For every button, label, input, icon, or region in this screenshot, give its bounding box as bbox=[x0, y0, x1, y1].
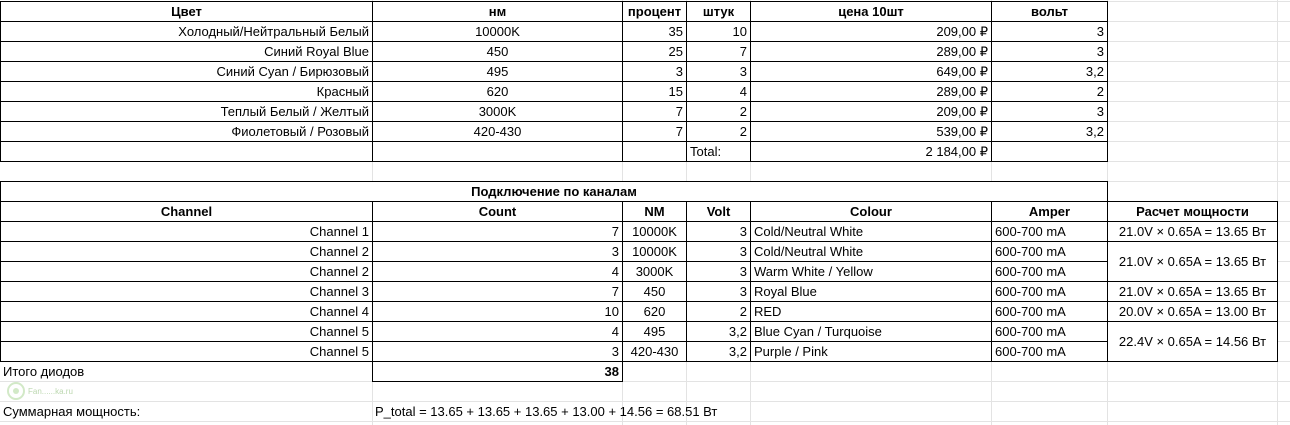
table2-colour-cell[interactable]: Blue Cyan / Turquoise bbox=[750, 321, 992, 342]
table2-colour-cell[interactable]: Cold/Neutral White bbox=[750, 221, 992, 242]
table1-total-value[interactable]: 2 184,00 ₽ bbox=[750, 141, 992, 162]
table1-volt-cell[interactable]: 3 bbox=[991, 21, 1108, 42]
table1-percent-cell[interactable]: 35 bbox=[622, 21, 687, 42]
table2-nm-cell[interactable]: 10000K bbox=[622, 221, 687, 242]
table2-amper-cell[interactable]: 600-700 mA bbox=[991, 261, 1108, 282]
table1-color-cell[interactable]: Синий Royal Blue bbox=[0, 41, 373, 62]
table1-empty-cell[interactable] bbox=[0, 141, 373, 162]
table2-amper-cell[interactable]: 600-700 mA bbox=[991, 341, 1108, 362]
table1-header-nm-cell[interactable]: нм bbox=[372, 1, 623, 22]
power-calc-cell[interactable]: 21.0V × 0.65A = 13.65 Вт bbox=[1107, 241, 1278, 282]
table1-color-cell[interactable]: Красный bbox=[0, 81, 373, 102]
table1-price-cell[interactable]: 209,00 ₽ bbox=[750, 21, 992, 42]
table2-channel-cell[interactable]: Channel 4 bbox=[0, 301, 373, 322]
table1-color-cell[interactable]: Синий Cyan / Бирюзовый bbox=[0, 61, 373, 82]
table1-header-volt-cell[interactable]: вольт bbox=[991, 1, 1108, 22]
table2-amper-cell[interactable]: 600-700 mA bbox=[991, 241, 1108, 262]
total-diodes-value[interactable]: 38 bbox=[372, 361, 623, 382]
table1-count-cell[interactable]: 2 bbox=[686, 121, 751, 142]
table2-nm-cell[interactable]: 450 bbox=[622, 281, 687, 302]
summary-label[interactable]: Суммарная мощность: bbox=[3, 404, 141, 419]
table1-total-label[interactable]: Total: bbox=[686, 141, 751, 162]
table1-nm-cell[interactable]: 495 bbox=[372, 61, 623, 82]
table2-volt-cell[interactable]: 3 bbox=[686, 221, 751, 242]
table1-color-cell[interactable]: Теплый Белый / Желтый bbox=[0, 101, 373, 122]
table2-count-cell[interactable]: 4 bbox=[372, 261, 623, 282]
table2-colour-cell[interactable]: Cold/Neutral White bbox=[750, 241, 992, 262]
table2-volt-cell[interactable]: 3 bbox=[686, 261, 751, 282]
table1-price-cell[interactable]: 539,00 ₽ bbox=[750, 121, 992, 142]
table2-header-1[interactable]: Count bbox=[372, 201, 623, 222]
table1-header-count-cell[interactable]: штук bbox=[686, 1, 751, 22]
table2-amper-cell[interactable]: 600-700 mA bbox=[991, 221, 1108, 242]
table1-count-cell[interactable]: 2 bbox=[686, 101, 751, 122]
table2-count-cell[interactable]: 3 bbox=[372, 241, 623, 262]
table2-count-cell[interactable]: 10 bbox=[372, 301, 623, 322]
table1-volt-cell[interactable]: 3,2 bbox=[991, 121, 1108, 142]
table2-title[interactable]: Подключение по каналам bbox=[0, 181, 1108, 202]
table2-amper-cell[interactable]: 600-700 mA bbox=[991, 321, 1108, 342]
table2-volt-cell[interactable]: 3,2 bbox=[686, 341, 751, 362]
table2-channel-cell[interactable]: Channel 3 bbox=[0, 281, 373, 302]
table1-header-color-cell[interactable]: Цвет bbox=[0, 1, 373, 22]
table2-header-0[interactable]: Channel bbox=[0, 201, 373, 222]
table2-nm-cell[interactable]: 495 bbox=[622, 321, 687, 342]
table1-count-cell[interactable]: 7 bbox=[686, 41, 751, 62]
table1-volt-cell[interactable]: 3,2 bbox=[991, 61, 1108, 82]
table2-header-6[interactable]: Расчет мощности bbox=[1107, 201, 1278, 222]
table1-price-cell[interactable]: 209,00 ₽ bbox=[750, 101, 992, 122]
table1-empty-cell[interactable] bbox=[372, 141, 623, 162]
table2-volt-cell[interactable]: 3 bbox=[686, 241, 751, 262]
table2-volt-cell[interactable]: 3 bbox=[686, 281, 751, 302]
table1-header-price-cell[interactable]: цена 10шт bbox=[750, 1, 992, 22]
table2-colour-cell[interactable]: Royal Blue bbox=[750, 281, 992, 302]
table1-empty-cell[interactable] bbox=[991, 141, 1108, 162]
table1-color-cell[interactable]: Холодный/Нейтральный Белый bbox=[0, 21, 373, 42]
table2-count-cell[interactable]: 7 bbox=[372, 221, 623, 242]
table2-header-5[interactable]: Amper bbox=[991, 201, 1108, 222]
power-calc-cell[interactable]: 21.0V × 0.65A = 13.65 Вт bbox=[1107, 221, 1278, 242]
table2-count-cell[interactable]: 7 bbox=[372, 281, 623, 302]
table2-amper-cell[interactable]: 600-700 mA bbox=[991, 281, 1108, 302]
table2-nm-cell[interactable]: 420-430 bbox=[622, 341, 687, 362]
table1-color-cell[interactable]: Фиолетовый / Розовый bbox=[0, 121, 373, 142]
table1-volt-cell[interactable]: 2 bbox=[991, 81, 1108, 102]
table1-percent-cell[interactable]: 7 bbox=[622, 101, 687, 122]
table2-channel-cell[interactable]: Channel 5 bbox=[0, 321, 373, 342]
table2-count-cell[interactable]: 3 bbox=[372, 341, 623, 362]
table1-price-cell[interactable]: 289,00 ₽ bbox=[750, 41, 992, 62]
power-calc-cell[interactable]: 20.0V × 0.65A = 13.00 Вт bbox=[1107, 301, 1278, 322]
table1-percent-cell[interactable]: 25 bbox=[622, 41, 687, 62]
table2-header-4[interactable]: Colour bbox=[750, 201, 992, 222]
table1-count-cell[interactable]: 4 bbox=[686, 81, 751, 102]
table2-channel-cell[interactable]: Channel 2 bbox=[0, 261, 373, 282]
table2-nm-cell[interactable]: 10000K bbox=[622, 241, 687, 262]
table1-nm-cell[interactable]: 620 bbox=[372, 81, 623, 102]
table2-colour-cell[interactable]: Warm White / Yellow bbox=[750, 261, 992, 282]
table1-nm-cell[interactable]: 450 bbox=[372, 41, 623, 62]
table2-volt-cell[interactable]: 2 bbox=[686, 301, 751, 322]
table1-percent-cell[interactable]: 7 bbox=[622, 121, 687, 142]
table2-colour-cell[interactable]: Purple / Pink bbox=[750, 341, 992, 362]
table1-price-cell[interactable]: 289,00 ₽ bbox=[750, 81, 992, 102]
table2-volt-cell[interactable]: 3,2 bbox=[686, 321, 751, 342]
table1-count-cell[interactable]: 3 bbox=[686, 61, 751, 82]
table2-nm-cell[interactable]: 620 bbox=[622, 301, 687, 322]
table1-price-cell[interactable]: 649,00 ₽ bbox=[750, 61, 992, 82]
table1-count-cell[interactable]: 10 bbox=[686, 21, 751, 42]
table1-percent-cell[interactable]: 3 bbox=[622, 61, 687, 82]
table2-count-cell[interactable]: 4 bbox=[372, 321, 623, 342]
table2-channel-cell[interactable]: Channel 1 bbox=[0, 221, 373, 242]
table2-nm-cell[interactable]: 3000K bbox=[622, 261, 687, 282]
table1-empty-cell[interactable] bbox=[622, 141, 687, 162]
table1-nm-cell[interactable]: 3000K bbox=[372, 101, 623, 122]
table2-header-3[interactable]: Volt bbox=[686, 201, 751, 222]
table1-volt-cell[interactable]: 3 bbox=[991, 41, 1108, 62]
table1-nm-cell[interactable]: 10000K bbox=[372, 21, 623, 42]
summary-formula[interactable]: P_total = 13.65 + 13.65 + 13.65 + 13.00 + 14.56 = 68.51 Вт bbox=[375, 404, 718, 419]
table1-volt-cell[interactable]: 3 bbox=[991, 101, 1108, 122]
table1-header-percent-cell[interactable]: процент bbox=[622, 1, 687, 22]
table2-amper-cell[interactable]: 600-700 mA bbox=[991, 301, 1108, 322]
table2-channel-cell[interactable]: Channel 2 bbox=[0, 241, 373, 262]
table1-nm-cell[interactable]: 420-430 bbox=[372, 121, 623, 142]
total-diodes-label[interactable]: Итого диодов bbox=[3, 364, 85, 379]
table1-percent-cell[interactable]: 15 bbox=[622, 81, 687, 102]
power-calc-cell[interactable]: 21.0V × 0.65A = 13.65 Вт bbox=[1107, 281, 1278, 302]
power-calc-cell[interactable]: 22.4V × 0.65A = 14.56 Вт bbox=[1107, 321, 1278, 362]
table2-header-2[interactable]: NM bbox=[622, 201, 687, 222]
table2-colour-cell[interactable]: RED bbox=[750, 301, 992, 322]
svg-text:Fan......ka.ru: Fan......ka.ru bbox=[28, 387, 73, 396]
table2-channel-cell[interactable]: Channel 5 bbox=[0, 341, 373, 362]
